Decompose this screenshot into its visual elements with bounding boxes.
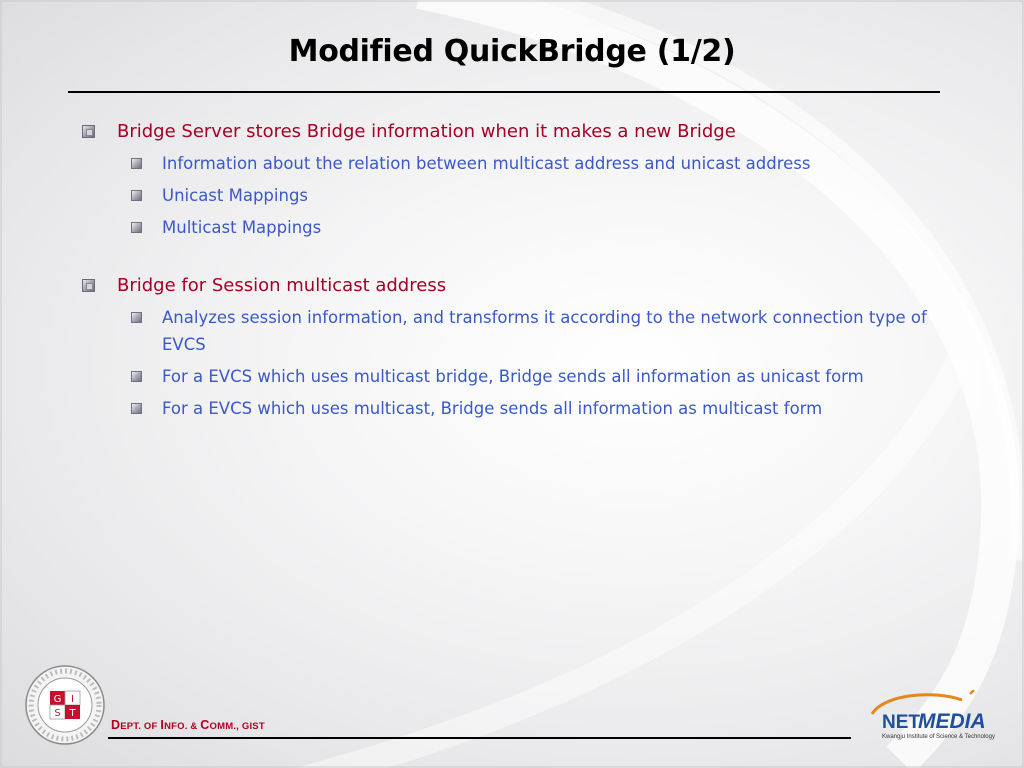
square-bullet-icon (131, 371, 142, 382)
square-bullet-icon (82, 125, 95, 138)
square-bullet-icon (131, 222, 142, 233)
slide-title: Modified QuickBridge (1/2) (288, 34, 736, 69)
title-divider (68, 91, 940, 93)
seal-letter-s: S (54, 708, 61, 719)
square-bullet-icon (131, 403, 142, 414)
bullet-item-text: Information about the relation between multicast address and unicast address (162, 154, 811, 173)
bullet-level2 (78, 363, 938, 390)
bullet-level2 (78, 182, 938, 209)
seal-letter-t: T (69, 708, 76, 719)
bullet-item-text: For a EVCS which uses multicast bridge, Bridge sends all information as unicast form (162, 367, 864, 386)
bullet-level1 (78, 118, 938, 146)
slide-content (78, 118, 938, 427)
bullet-item-text: Unicast Mappings (162, 186, 309, 205)
bullet-level2 (78, 304, 938, 358)
netmedia-logo-media: MEDIA (918, 710, 986, 733)
bullet-level2 (78, 214, 938, 241)
footer-divider (108, 737, 851, 739)
seal-letter-g: G (53, 694, 62, 705)
square-bullet-icon (131, 158, 142, 169)
seal-letter-i: I (71, 694, 74, 705)
footer-department-label: DEPT. OF INFO. & COMM., GIST (111, 718, 265, 732)
netmedia-logo (864, 690, 998, 742)
bullet-item-text: For a EVCS which uses multicast, Bridge sends all information as multicast form (162, 399, 823, 418)
square-bullet-icon (82, 279, 95, 292)
bullet-level2 (78, 150, 938, 177)
netmedia-logo-caption: Kwangju Institute of Science & Technology (882, 734, 995, 740)
netmedia-logo-net: NET (882, 712, 920, 733)
bullet-item-text: Analyzes session information, and transforms it according to the network connection type of EVCS (162, 308, 927, 354)
gist-seal-logo (24, 664, 106, 746)
section-spacer (78, 246, 938, 272)
bullet-heading-text: Bridge for Session multicast address (117, 275, 447, 296)
square-bullet-icon (131, 190, 142, 201)
bullet-level1 (78, 272, 938, 300)
bullet-heading-text: Bridge Server stores Bridge information when it makes a new Bridge (117, 121, 736, 142)
bullet-item-text: Multicast Mappings (162, 218, 322, 237)
bullet-level2 (78, 395, 938, 422)
square-bullet-icon (131, 312, 142, 323)
